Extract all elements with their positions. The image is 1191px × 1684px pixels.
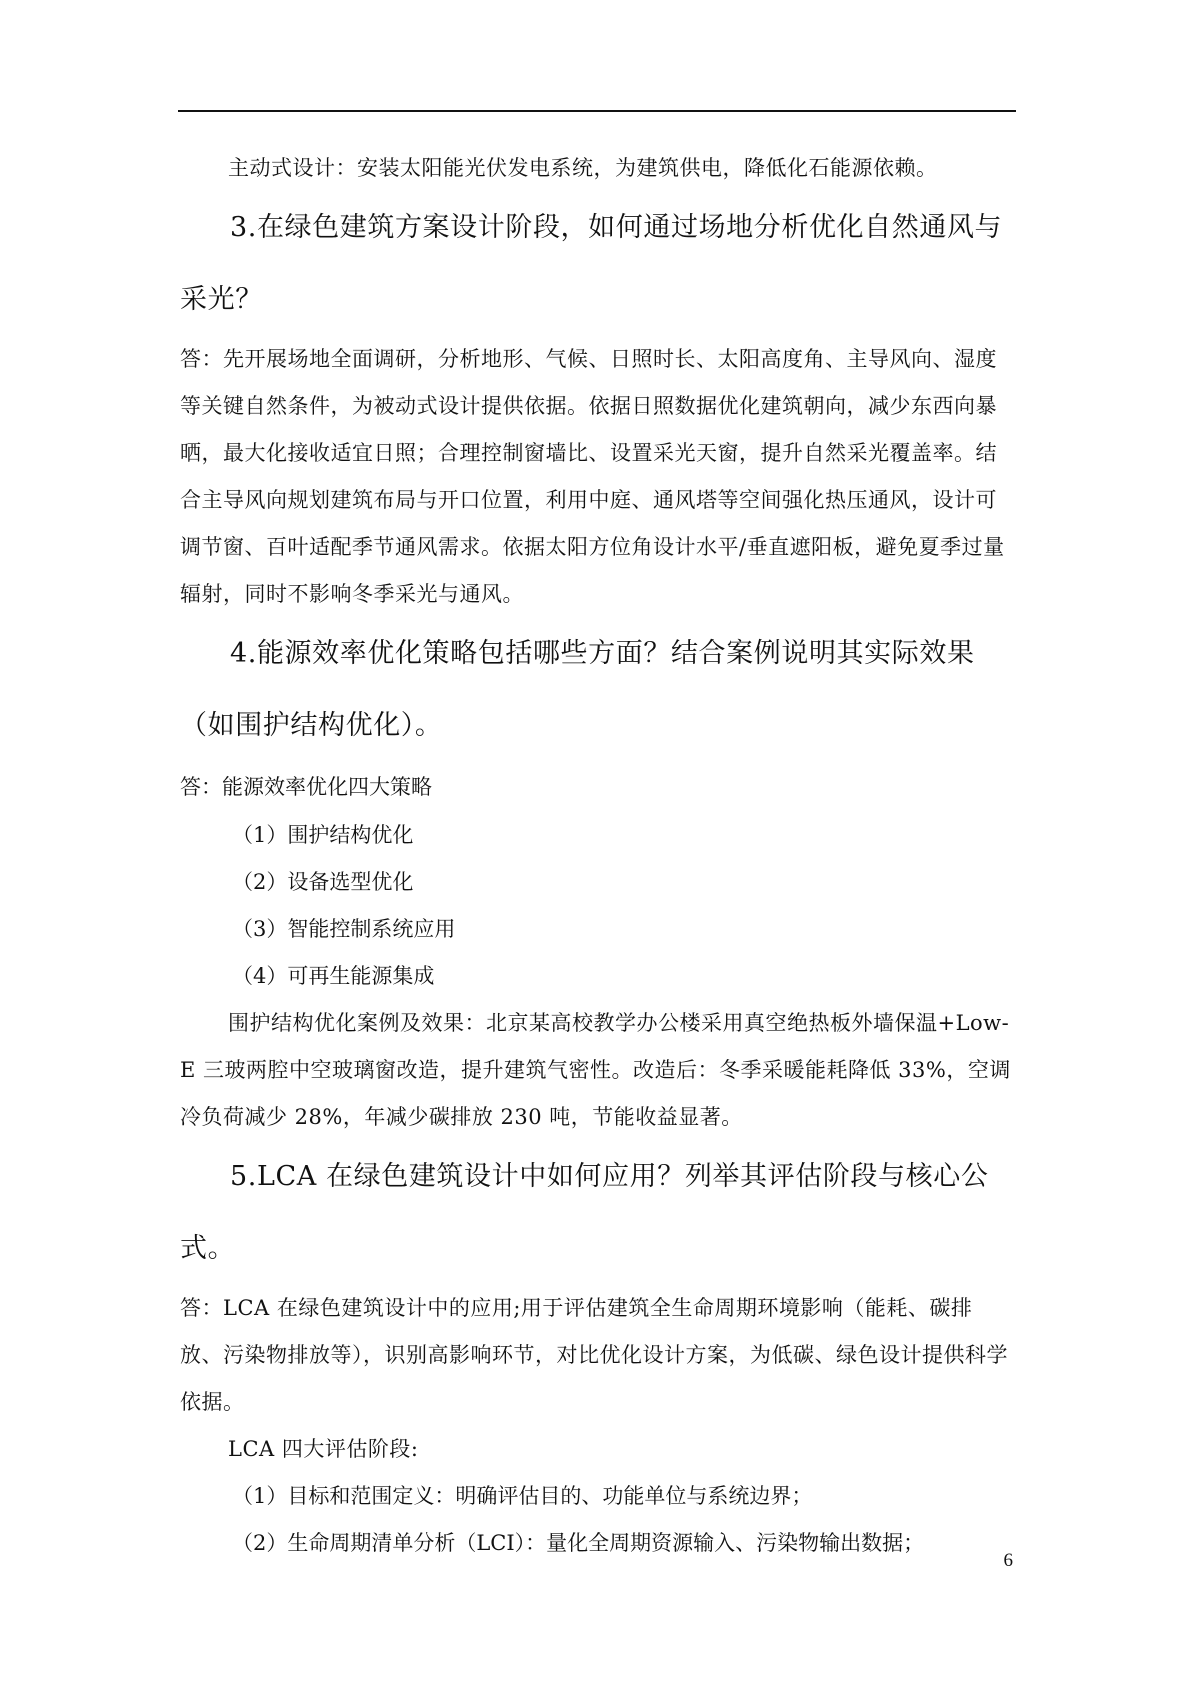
lca-stage-list xyxy=(180,1473,1015,1567)
intro-paragraph: 主动式设计：安装太阳能光伏发电系统，为建筑供电，降低化石能源依赖。 xyxy=(228,156,938,180)
page-content xyxy=(180,145,1015,1567)
list-item: （1）目标和范围定义：明确评估目的、功能单位与系统边界； xyxy=(232,1484,813,1508)
list-item: （3）智能控制系统应用 xyxy=(232,917,456,941)
header-rule xyxy=(178,110,1016,112)
lca-stages-lead: LCA 四大评估阶段: xyxy=(228,1437,419,1461)
strategy-list xyxy=(180,812,1015,1000)
question-5: 5.LCA 在绿色建筑设计中如何应用？列举其评估阶段与核心公式。 xyxy=(180,1161,989,1264)
list-item: （4）可再生能源集成 xyxy=(232,964,435,988)
answer-3: 答：先开展场地全面调研，分析地形、气候、日照时长、太阳高度角、主导风向、湿度等关键自然条件，为被动式设计提供依据。依据日照数据优化建筑朝向，减少东西向暴晒，最大化接收适宜日照；合理控制窗墙比、设置采光天窗，提升自然采光覆盖率。结合主导风向规划建筑布局与开口位置，利用中庭、通风塔等空间强化热压通风，设计可调节窗、百叶适配季节通风需求。依据太阳方位角设计水平/垂直遮阳板，避免夏季过量辐射，同时不影响冬季采光与通风。 xyxy=(180,347,1005,606)
list-item: （2）生命周期清单分析（LCI）：量化全周期资源输入、污染物输出数据； xyxy=(232,1531,925,1555)
answer-5: 答：LCA 在绿色建筑设计中的应用;用于评估建筑全生命周期环境影响（能耗、碳排放、污染物排放等），识别高影响环节，对比优化设计方案，为低碳、绿色设计提供科学依据。 xyxy=(180,1296,1008,1414)
question-4: 4.能源效率优化策略包括哪些方面？结合案例说明其实际效果（如围护结构优化）。 xyxy=(180,638,975,741)
answer-4-lead: 答：能源效率优化四大策略 xyxy=(180,775,432,799)
case-paragraph: 围护结构优化案例及效果：北京某高校教学办公楼采用真空绝热板外墙保温+Low-E 三玻两腔中空玻璃窗改造，提升建筑气密性。改造后：冬季采暖能耗降低 33%，空调冷负荷减少 28%，年减少碳排放 230 吨，节能收益显著。 xyxy=(180,1011,1011,1129)
page-number: 6 xyxy=(1003,1550,1013,1571)
list-item: （2）设备选型优化 xyxy=(232,870,414,894)
list-item: （1）围护结构优化 xyxy=(232,823,414,847)
question-3: 3.在绿色建筑方案设计阶段，如何通过场地分析优化自然通风与采光？ xyxy=(180,212,1003,315)
